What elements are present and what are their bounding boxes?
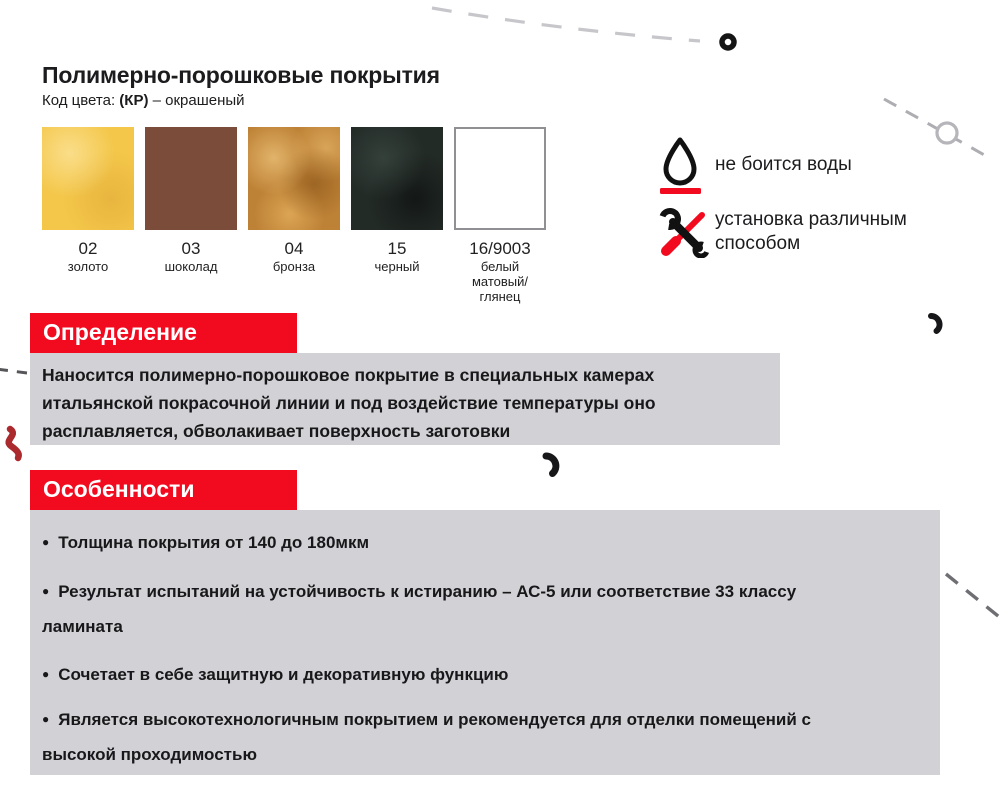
color-swatch-black xyxy=(351,127,443,305)
dashed-arc-decoration xyxy=(432,8,700,41)
page-title: Полимерно-порошковые покрытия xyxy=(42,62,440,88)
subtitle-code: (КР) xyxy=(119,92,149,109)
color-swatch-chocolate xyxy=(145,127,237,305)
swatch-code: 04 xyxy=(284,239,304,258)
feature-bullet xyxy=(42,575,864,644)
donut-dot-decoration xyxy=(722,36,734,48)
features-body-block xyxy=(30,510,940,775)
feature-bullet xyxy=(42,658,916,693)
swatch-name: золото xyxy=(67,259,109,274)
feature-bullet xyxy=(42,703,834,772)
dashed-line-decoration-bottom-right xyxy=(946,574,1000,624)
dashed-line-decoration-left xyxy=(0,369,27,373)
tools-icon xyxy=(657,206,715,258)
water-drop-icon xyxy=(657,134,715,196)
color-swatch-row xyxy=(42,127,546,305)
color-swatch-bronze xyxy=(248,127,340,305)
swatch-color-chocolate xyxy=(145,127,237,230)
benefit-water xyxy=(657,134,987,196)
comma-mark-decoration-right xyxy=(931,316,940,331)
swatch-code: 03 xyxy=(181,239,201,258)
swatch-code: 16/9003 xyxy=(469,239,531,258)
feature-bullet-text: Толщина покрытия от 140 до 180мкм xyxy=(58,533,370,552)
color-code-subtitle xyxy=(42,92,245,109)
subtitle-prefix: Код цвета: xyxy=(42,92,120,109)
swatch-color-gold xyxy=(42,127,134,230)
swatch-code: 15 xyxy=(387,239,407,258)
subtitle-suffix: – окрашеный xyxy=(148,92,245,109)
swatch-name: белый матовый/глянец xyxy=(471,259,529,304)
swatch-code: 02 xyxy=(78,239,98,258)
comma-mark-decoration-center xyxy=(546,456,556,474)
definition-text: Наносится полимерно-порошковое покрытие в специальных камерах итальянской покрасочной линии и под воздействие температуры оно расплавляется, обволакивает поверхность заготовки xyxy=(42,365,656,441)
feature-bullet-text: Результат испытаний на устойчивость к истиранию – АС-5 или соответствие 33 классу ламината xyxy=(42,582,797,636)
benefits-list xyxy=(657,134,987,268)
benefit-label: установка различным способом xyxy=(715,209,907,254)
bullet-dot: ● xyxy=(42,584,50,598)
definition-section-header: Определение xyxy=(30,313,297,353)
feature-bullet-text: Является высокотехнологичным покрытием и рекомендуется для отделки помещений с высокой проходимостью xyxy=(42,710,811,764)
swatch-name: черный xyxy=(374,259,420,274)
color-swatch-white xyxy=(454,127,546,305)
red-squiggle-decoration xyxy=(9,429,19,458)
bullet-dot: ● xyxy=(42,535,50,549)
swatch-color-white xyxy=(454,127,546,230)
swatch-color-bronze xyxy=(248,127,340,230)
bullet-dot: ● xyxy=(42,712,50,726)
features-section-header: Особенности xyxy=(30,470,297,510)
benefit-label: не боится воды xyxy=(715,154,852,176)
swatch-name: шоколад xyxy=(164,259,218,274)
definition-body-block xyxy=(30,353,780,445)
color-swatch-gold xyxy=(42,127,134,305)
swatch-name: бронза xyxy=(272,259,316,274)
feature-bullet-text: Сочетает в себе защитную и декоративную функцию xyxy=(58,665,509,684)
bullet-dot: ● xyxy=(42,667,50,681)
benefit-install xyxy=(657,206,987,258)
feature-bullet xyxy=(42,526,916,561)
swatch-color-black xyxy=(351,127,443,230)
